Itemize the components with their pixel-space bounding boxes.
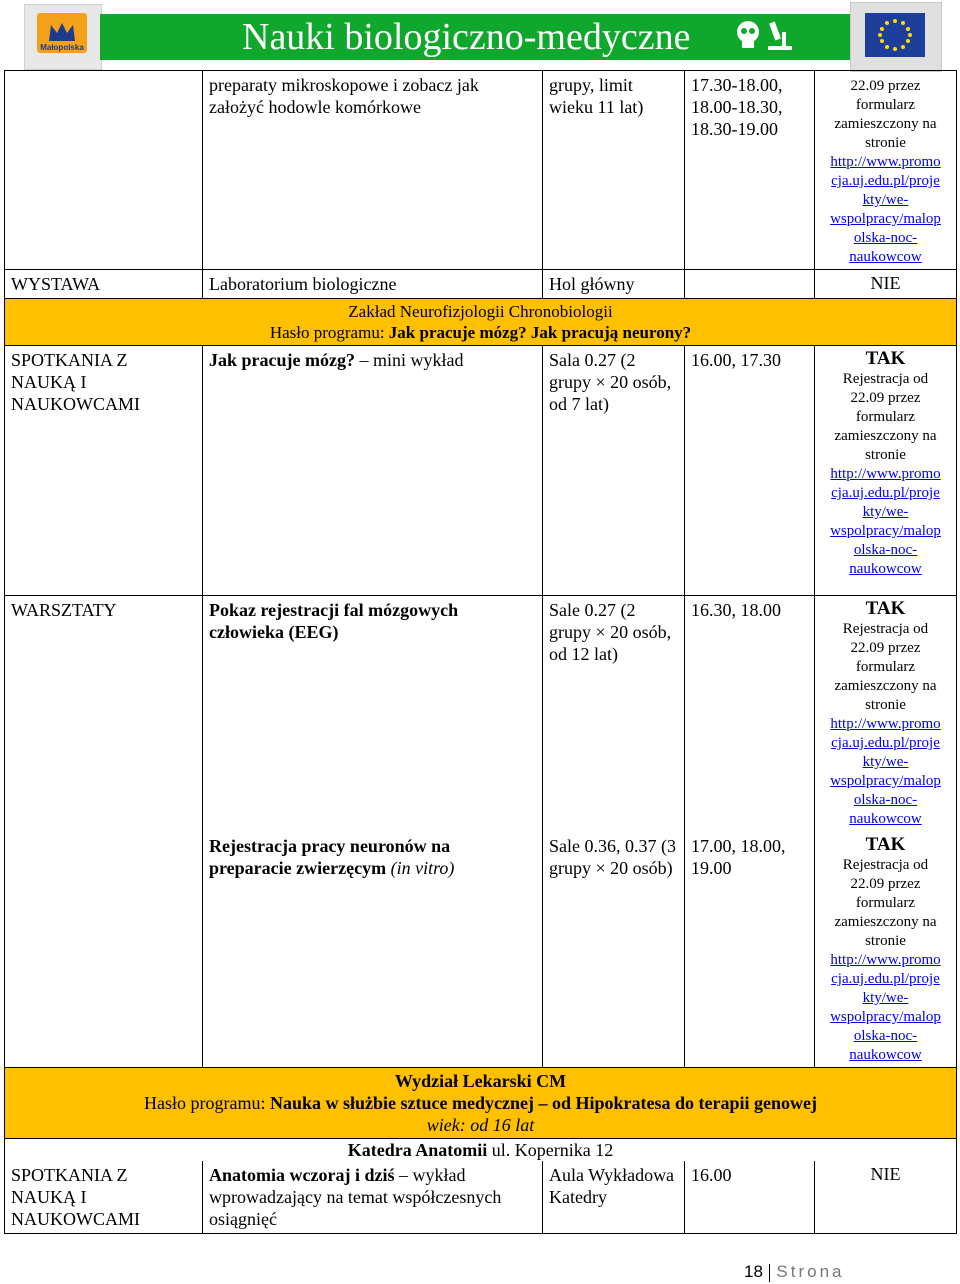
place-cell: Hol główny — [543, 270, 685, 299]
time-cell: 17.00, 18.00, 19.00 — [685, 832, 815, 1068]
registration-cell — [815, 832, 957, 1068]
department-heading: Katedra Anatomii ul. Kopernika 12 — [5, 1139, 957, 1162]
page-label: Strona — [776, 1262, 845, 1281]
page-number: 18 — [744, 1262, 763, 1281]
reg-date: 22.09 przez — [850, 78, 921, 94]
registration-link[interactable]: naukowcow — [849, 1047, 922, 1063]
place-cell: Sale 0.27 (2 grupy × 20 osób, od 12 lat) — [543, 596, 685, 833]
schedule-table — [4, 70, 957, 1234]
skull-icon — [737, 21, 759, 48]
registration-link[interactable]: naukowcow — [849, 249, 922, 265]
reg-prefix: Rejestracja od — [842, 857, 929, 873]
event-cell: Jak pracuje mózg? – mini wykład — [203, 346, 543, 596]
program-motto: Hasło programu: Nauka w służbie sztuce medycznej – od Hipokratesa do terapii genowej — [144, 1093, 817, 1113]
type-cell — [5, 71, 203, 270]
registration-link[interactable]: kty/we- — [862, 504, 909, 520]
department-name: Zakład Neurofizjologii Chronobiologii — [348, 302, 613, 321]
registration-link[interactable]: wspolpracy/malop — [830, 523, 941, 539]
crown-icon — [47, 21, 77, 43]
event-cell: Rejestracja pracy neuronów na preparacie zwierzęcym (in vitro) — [203, 832, 543, 1068]
type-cell: SPOTKANIA Z NAUKĄ I NAUKOWCAMI — [5, 1161, 203, 1234]
registration-link[interactable]: kty/we- — [862, 192, 909, 208]
time-cell: 16.00 — [685, 1161, 815, 1234]
reg-date: 22.09 przez — [850, 390, 921, 406]
place-cell: Sala 0.27 (2 grupy × 20 osób, od 7 lat) — [543, 346, 685, 596]
eu-logo — [850, 2, 942, 72]
reg-l2: zamieszczony na — [834, 116, 937, 132]
registration-link[interactable]: olska-noc- — [853, 542, 918, 558]
registration-cell — [815, 596, 957, 833]
reg-l1: formularz — [855, 895, 916, 911]
malopolska-logo — [24, 4, 102, 70]
time-cell: 16.00, 17.30 — [685, 346, 815, 596]
table-row — [5, 596, 957, 833]
footer-divider — [769, 1264, 771, 1282]
registration-link[interactable]: kty/we- — [862, 990, 909, 1006]
registration-link[interactable]: cja.uj.edu.pl/proje — [831, 735, 940, 751]
type-cell: WYSTAWA — [5, 270, 203, 299]
reg-l2: zamieszczony na — [834, 678, 937, 694]
registration-status: TAK — [865, 598, 906, 619]
place-cell: Sale 0.36, 0.37 (3 grupy × 20 osób) — [543, 832, 685, 1068]
registration-link[interactable]: cja.uj.edu.pl/proje — [831, 485, 940, 501]
registration-cell: NIE — [815, 1161, 957, 1234]
header-icons — [732, 18, 802, 54]
registration-status: TAK — [865, 834, 906, 855]
reg-l3[interactable]: stronie — [865, 135, 906, 151]
registration-cell — [815, 71, 957, 270]
time-cell — [685, 270, 815, 299]
reg-l1: formularz — [855, 97, 916, 113]
registration-link[interactable]: http://www.promo — [830, 716, 941, 732]
reg-l3: stronie — [865, 447, 906, 463]
reg-l3: stronie — [865, 933, 906, 949]
table-row — [5, 270, 957, 299]
registration-link[interactable]: http://www.promo — [830, 952, 941, 968]
time-cell: 17.30-18.00, 18.00-18.30, 18.30-19.00 — [685, 71, 815, 270]
registration-link[interactable]: wspolpracy/malop — [830, 773, 941, 789]
type-cell: SPOTKANIA Z NAUKĄ I NAUKOWCAMI — [5, 346, 203, 596]
registration-link[interactable]: http://www.promo — [830, 466, 941, 482]
table-row — [5, 1068, 957, 1139]
table-row — [5, 346, 957, 596]
faculty-name: Wydział Lekarski CM — [394, 1071, 567, 1091]
eu-flag-icon — [865, 13, 925, 57]
microscope-icon — [768, 22, 792, 50]
table-row — [5, 1161, 957, 1234]
age-limit: wiek: od 16 lat — [426, 1115, 535, 1135]
reg-l1: formularz — [855, 409, 916, 425]
registration-link[interactable]: cja.uj.edu.pl/proje — [831, 971, 940, 987]
type-cell: WARSZTATY — [5, 596, 203, 1068]
reg-l3: stronie — [865, 697, 906, 713]
reg-prefix: Rejestracja od — [842, 621, 929, 637]
page-footer — [744, 1262, 845, 1282]
logo-label: Małopolska — [40, 43, 84, 52]
event-cell: Laboratorium biologiczne — [203, 270, 543, 299]
event-cell: Pokaz rejestracji fal mózgowych człowieka (EEG) — [203, 596, 543, 833]
registration-link[interactable]: wspolpracy/malop — [830, 1009, 941, 1025]
registration-link[interactable]: wspolpracy/malop — [830, 211, 941, 227]
reg-l1: formularz — [855, 659, 916, 675]
registration-link[interactable]: olska-noc- — [853, 1028, 918, 1044]
registration-cell: NIE — [815, 270, 957, 299]
reg-prefix: Rejestracja od — [842, 371, 929, 387]
registration-status: TAK — [865, 348, 906, 369]
registration-link[interactable]: olska-noc- — [853, 230, 918, 246]
page-title: Nauki biologiczno-medyczne — [242, 16, 691, 58]
place-cell: Aula Wykładowa Katedry — [543, 1161, 685, 1234]
place-cell: grupy, limit wieku 11 lat) — [543, 71, 685, 270]
reg-l2: zamieszczony na — [834, 914, 937, 930]
registration-cell — [815, 346, 957, 596]
event-cell: Anatomia wczoraj i dziś – wykład wprowadzający na temat współczesnych osiągnięć — [203, 1161, 543, 1234]
registration-link[interactable]: naukowcow — [849, 811, 922, 827]
department-banner — [5, 299, 957, 346]
reg-date: 22.09 przez — [850, 640, 921, 656]
event-cell: preparaty mikroskopowe i zobacz jak założyć hodowle komórkowe — [203, 71, 543, 270]
registration-link[interactable]: olska-noc- — [853, 792, 918, 808]
registration-link[interactable]: http://www.promo — [830, 154, 941, 170]
registration-link[interactable]: kty/we- — [862, 754, 909, 770]
faculty-banner — [5, 1068, 957, 1139]
reg-date: 22.09 przez — [850, 876, 921, 892]
time-cell: 16.30, 18.00 — [685, 596, 815, 833]
table-row — [5, 299, 957, 346]
table-row — [5, 1139, 957, 1162]
table-row — [5, 71, 957, 270]
program-motto: Hasło programu: Jak pracuje mózg? Jak pracują neurony? — [269, 323, 692, 342]
reg-l2: zamieszczony na — [834, 428, 937, 444]
registration-link[interactable]: naukowcow — [849, 561, 922, 577]
registration-link[interactable]: cja.uj.edu.pl/proje — [831, 173, 940, 189]
